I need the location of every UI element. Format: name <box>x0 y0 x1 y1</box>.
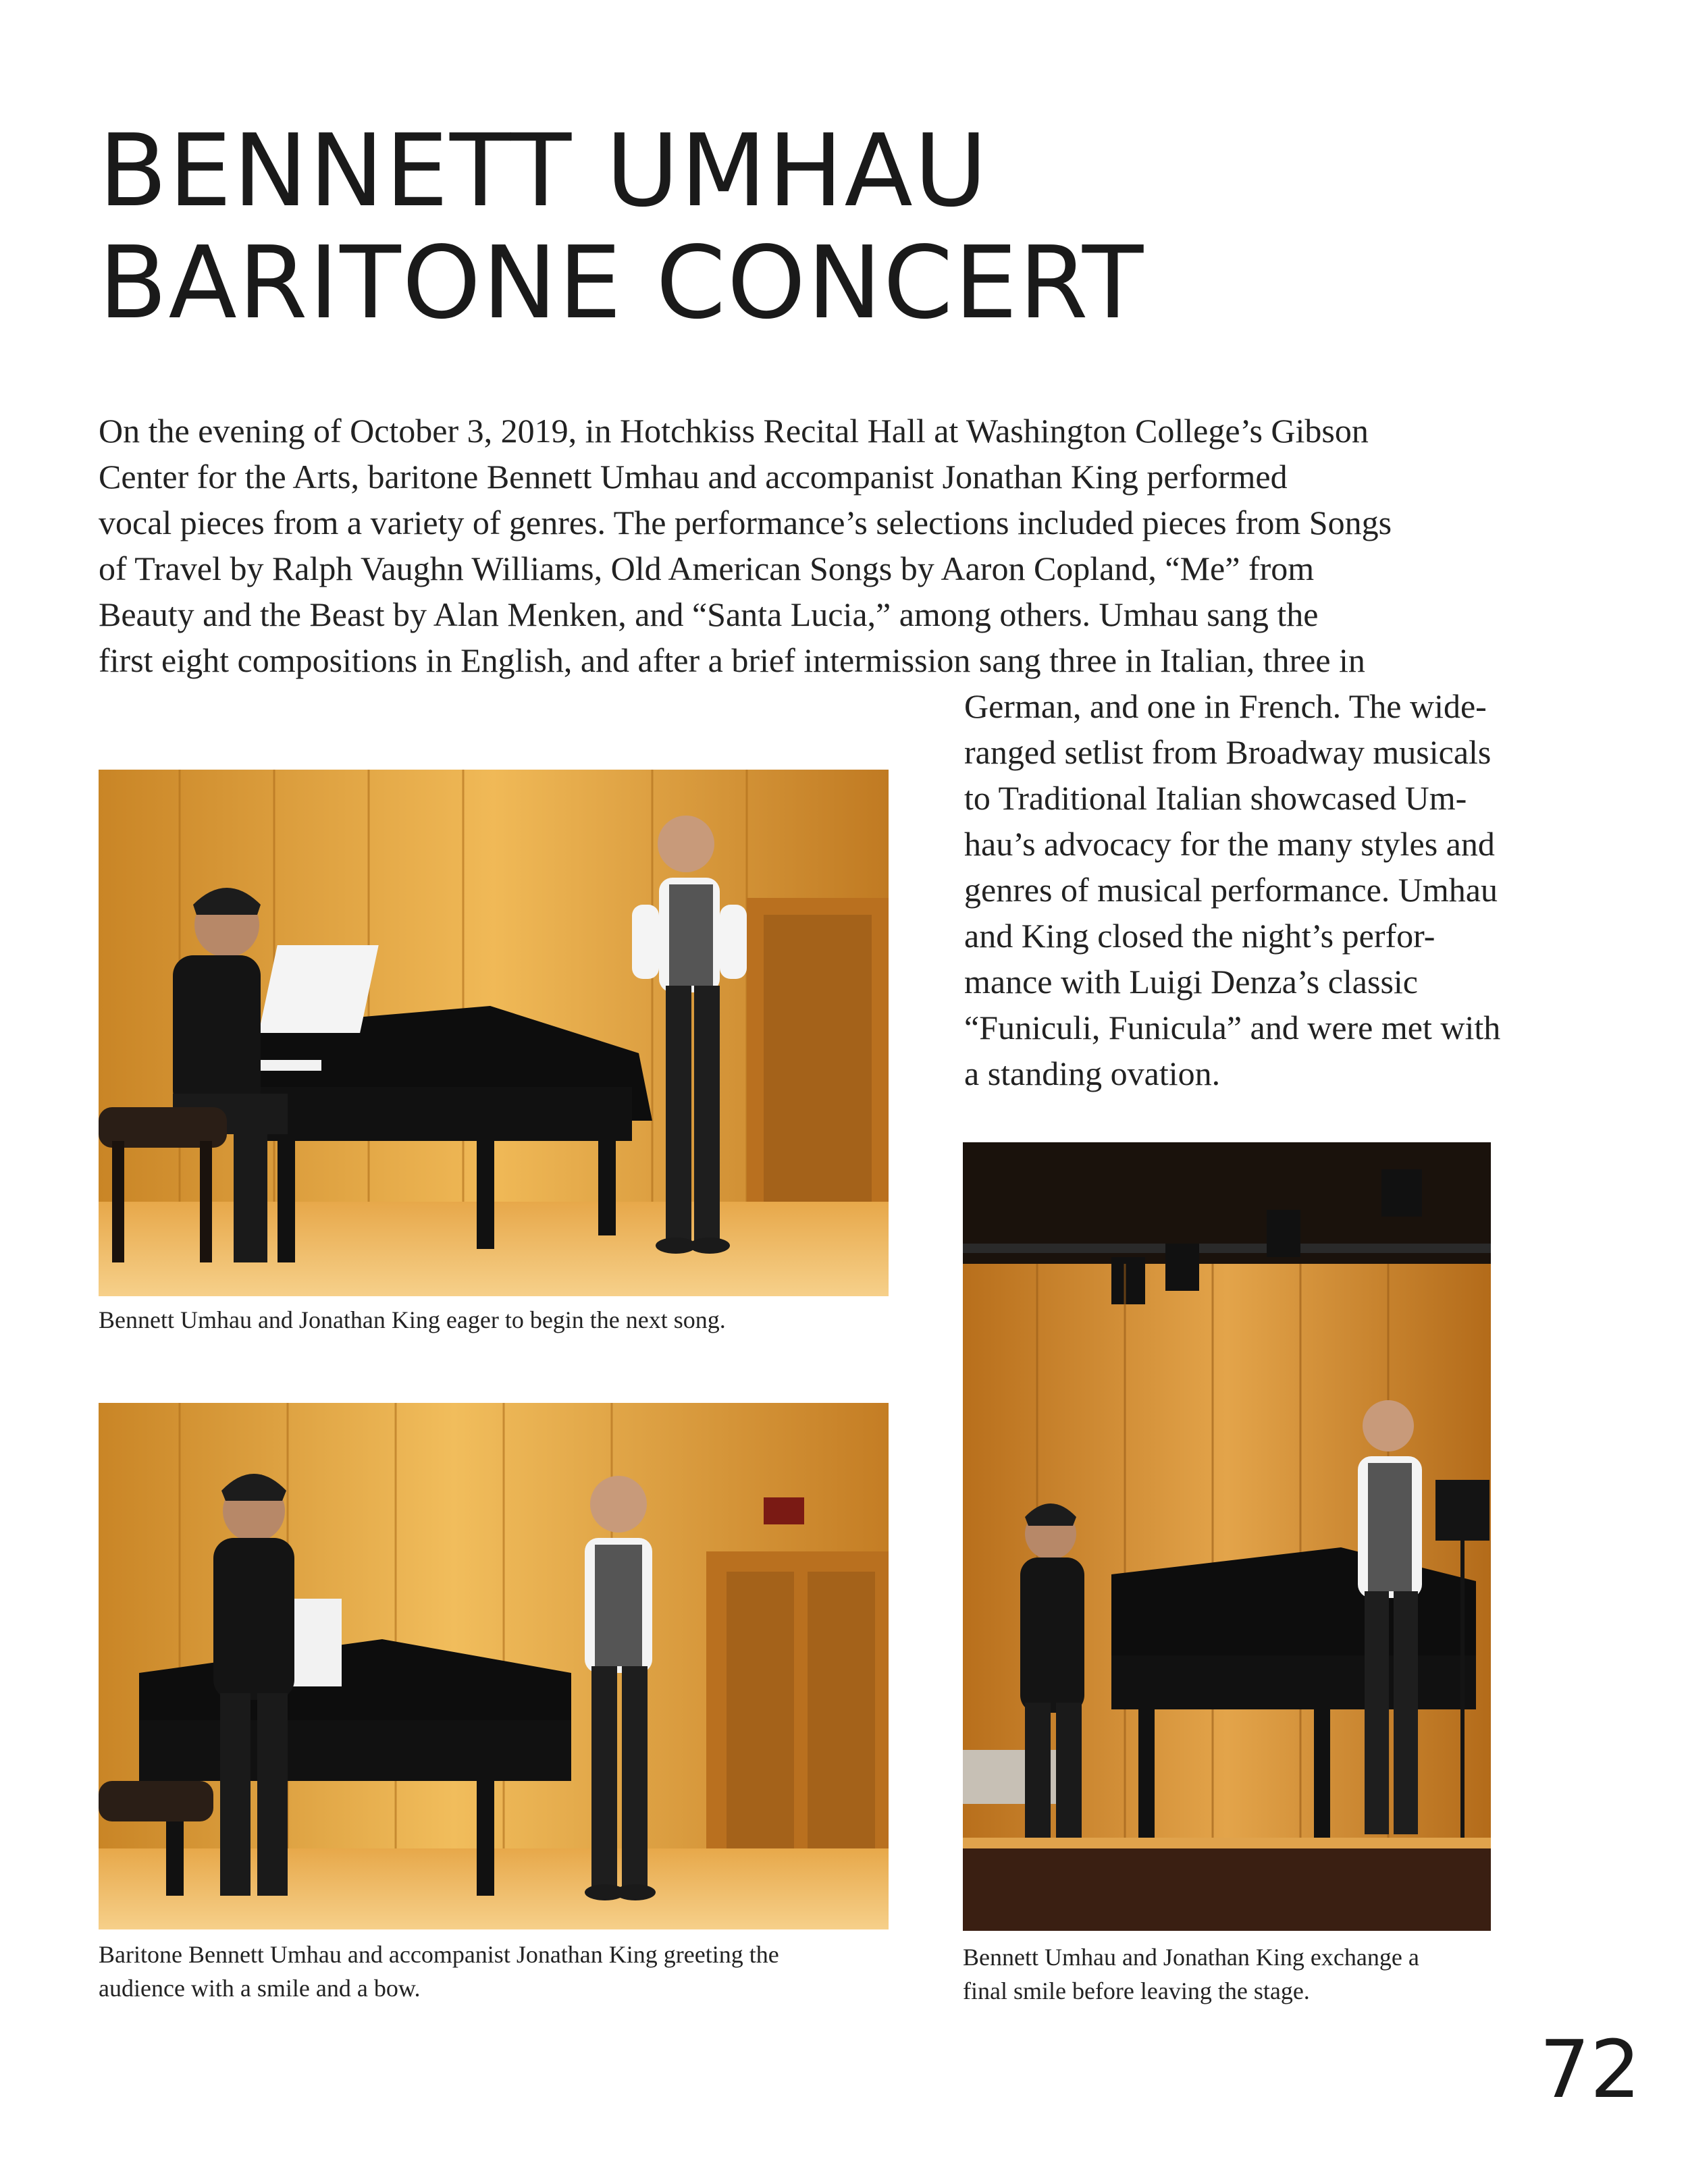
body-line: of Travel by Ralph Vaughn Williams, Old American Songs by Aaron Copland, “Me” from <box>99 550 1315 587</box>
page-number: 72 <box>1539 2023 1641 2116</box>
body-line: Center for the Arts, baritone Bennett Umhau and accompanist Jonathan King performed <box>99 458 1288 496</box>
caption-line: audience with a smile and a bow. <box>99 1975 421 2002</box>
body-line: ranged setlist from Broadway musicals <box>964 733 1492 771</box>
title-line-1: BENNETT UMHAU <box>99 113 989 229</box>
title-line-2: BARITONE CONCERT <box>99 225 1145 341</box>
photo-concert-2 <box>99 1403 889 1929</box>
page-title <box>99 115 1144 339</box>
photo-concert-3-caption <box>963 1940 1419 2008</box>
body-line: German, and one in French. The wide- <box>964 687 1487 725</box>
body-line: On the evening of October 3, 2019, in Hotchkiss Recital Hall at Washington College’s Gibson <box>99 412 1369 450</box>
photo-concert-1 <box>99 770 889 1296</box>
article-body-full-width <box>99 408 1604 683</box>
photo-concert-3 <box>963 1142 1491 1931</box>
body-line: “Funiculi, Funicula” and were met with <box>964 1009 1501 1046</box>
body-line: mance with Luigi Denza’s classic <box>964 963 1418 1001</box>
body-line: Beauty and the Beast by Alan Menken, and “Santa Lucia,” among others. Umhau sang the <box>99 595 1319 633</box>
caption-line: Bennett Umhau and Jonathan King exchange a <box>963 1944 1419 1971</box>
body-line: to Traditional Italian showcased Um- <box>964 779 1467 817</box>
photo-concert-2-image <box>99 1403 889 1929</box>
body-line: and King closed the night’s perfor- <box>964 917 1435 955</box>
body-line: genres of musical performance. Umhau <box>964 871 1498 909</box>
body-line: first eight compositions in English, and after a brief intermission sang three in Italian, three in <box>99 641 1365 679</box>
article-body-column <box>964 683 1585 1096</box>
body-line: vocal pieces from a variety of genres. The performance’s selections included pieces from Songs <box>99 504 1392 541</box>
body-line: a standing ovation. <box>964 1055 1221 1092</box>
photo-concert-3-image <box>963 1142 1491 1931</box>
photo-concert-1-caption <box>99 1303 726 1337</box>
body-line: hau’s advocacy for the many styles and <box>964 825 1495 863</box>
caption-line: final smile before leaving the stage. <box>963 1977 1310 2004</box>
photo-concert-2-caption <box>99 1938 779 2005</box>
photo-concert-1-image <box>99 770 889 1296</box>
caption-line: Baritone Bennett Umhau and accompanist Jonathan King greeting the <box>99 1941 779 1968</box>
caption-line: Bennett Umhau and Jonathan King eager to begin the next song. <box>99 1306 726 1333</box>
